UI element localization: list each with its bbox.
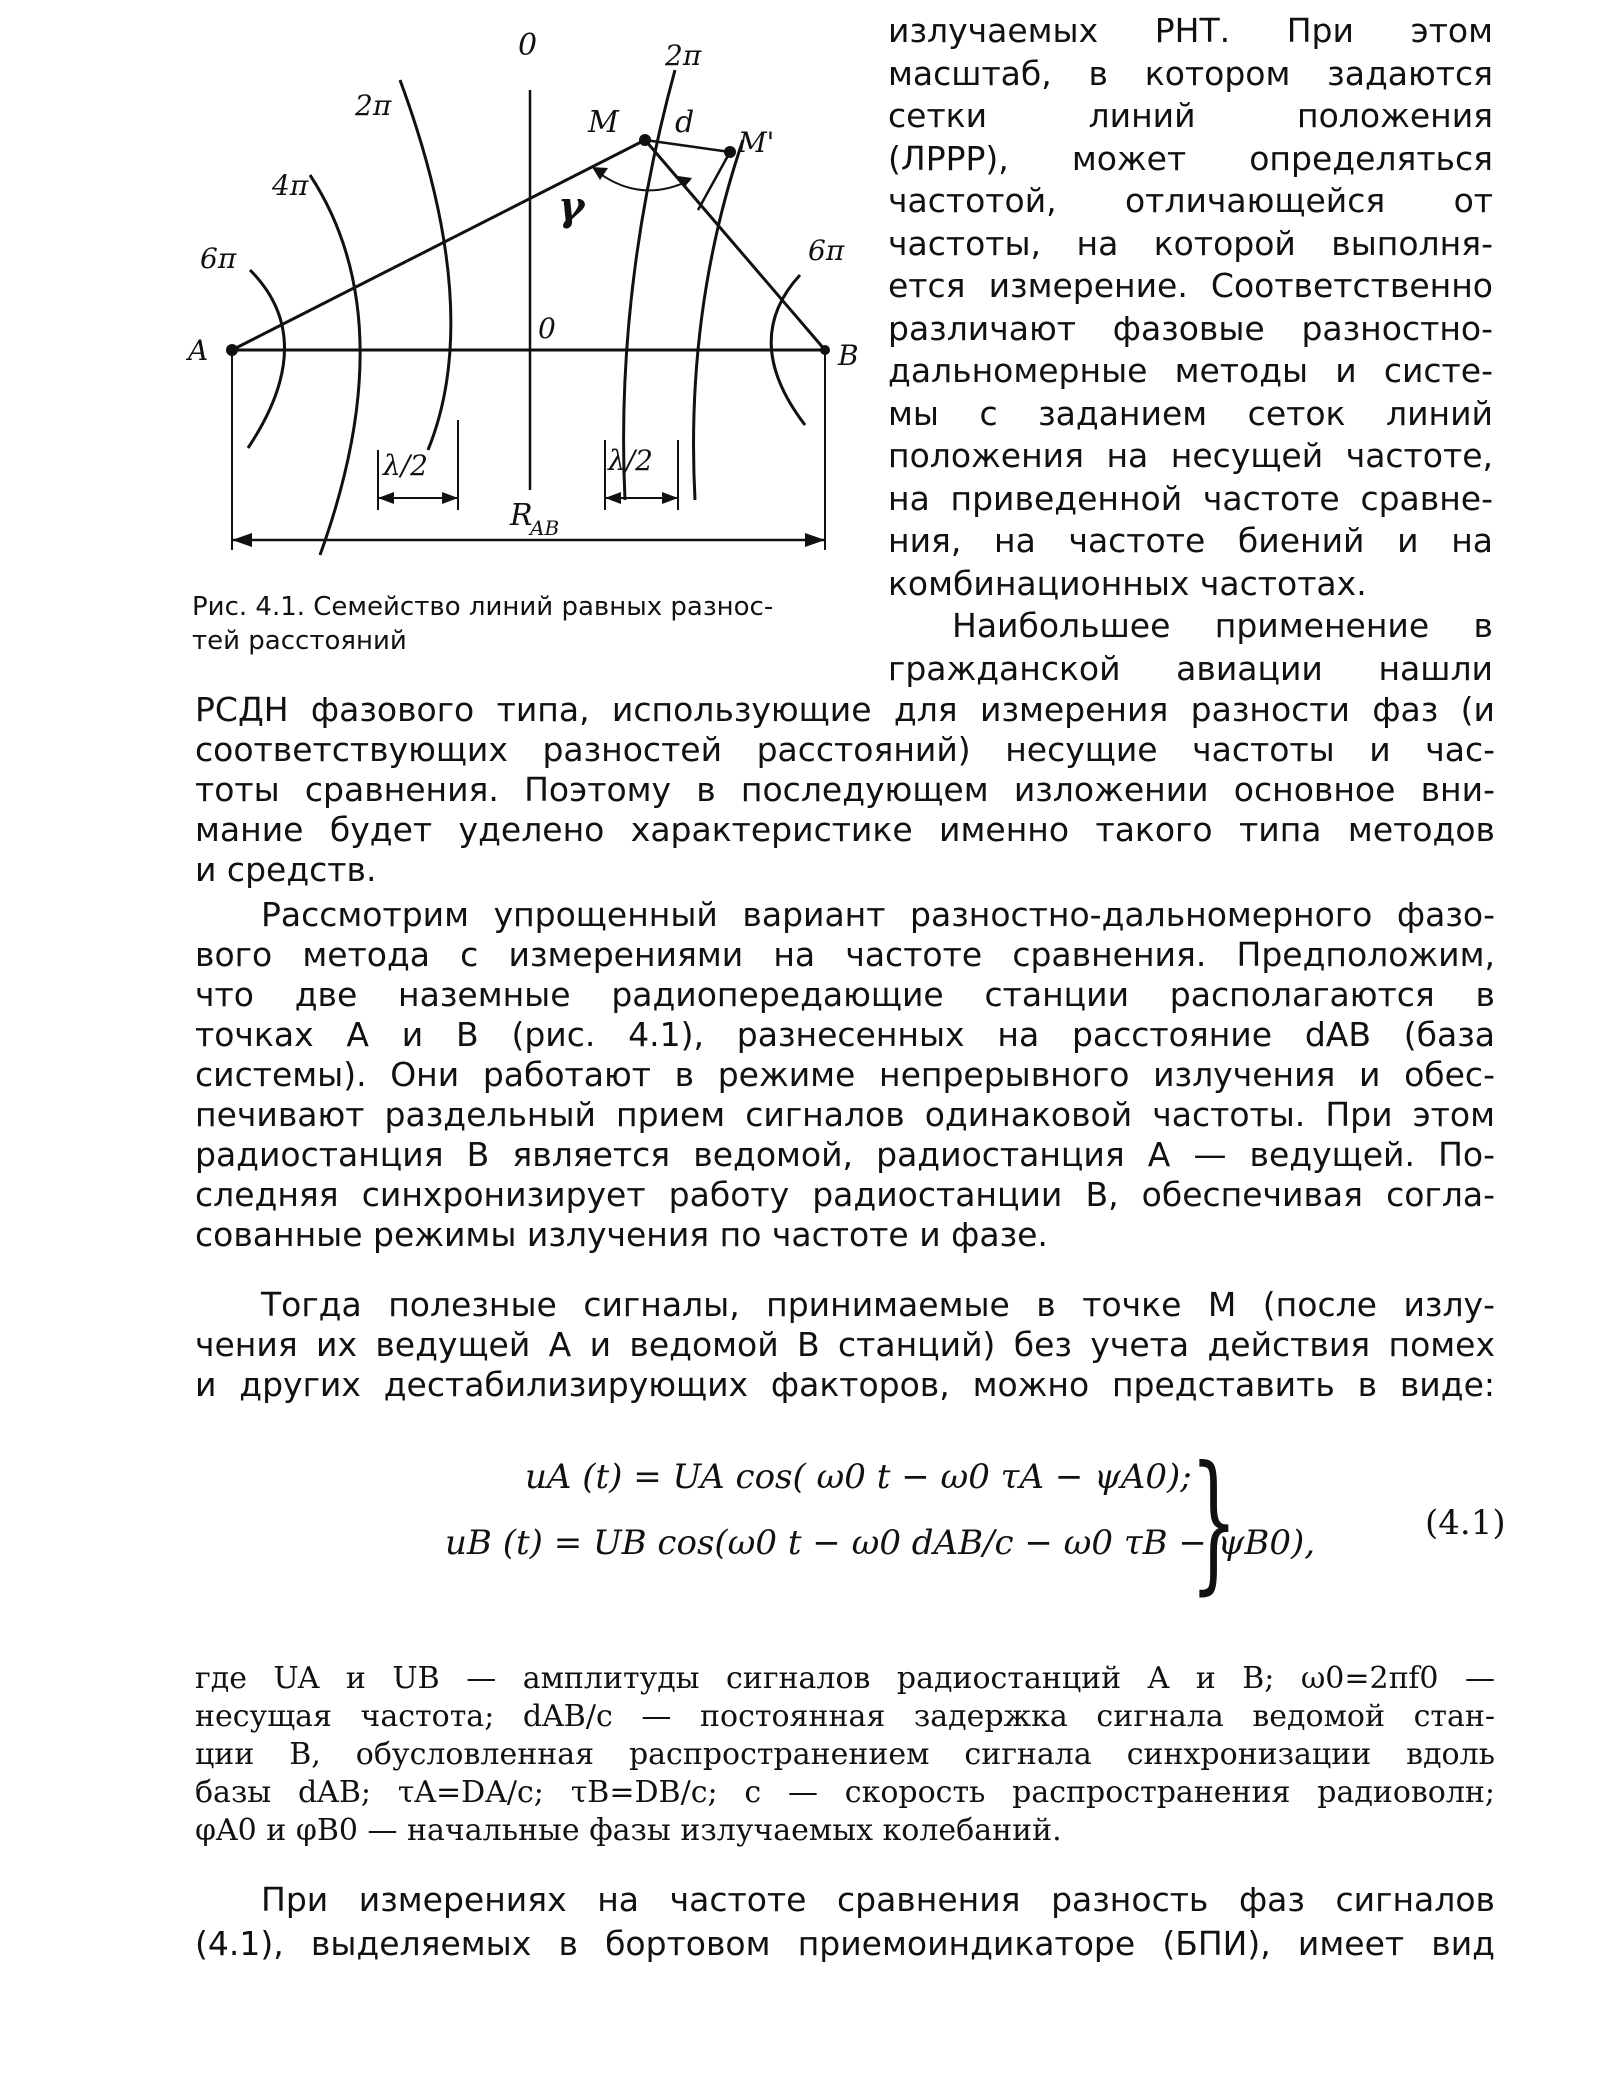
text-line: комбинационных частотах. [888, 563, 1367, 603]
arrowhead-lambda-l1 [378, 492, 394, 504]
equation-number: (4.1) [1425, 1503, 1506, 1543]
paragraph-5 [195, 1878, 1495, 1966]
figure-4-1 [180, 20, 860, 580]
text-line: (ЛРРР), может определяться [888, 138, 1493, 178]
label-mprime: M' [738, 126, 775, 159]
text-line: где UA и UB — амплитуды сигналов радиостанций A и B; ω0=2πf0 — [195, 1661, 1495, 1696]
label-gamma: γ [558, 183, 585, 230]
text-line: РСДН фазового типа, использующие для измерения разности фаз (и [195, 690, 1495, 729]
paragraph-2 [195, 895, 1495, 1255]
text-line: мы с заданием сеток линий [888, 393, 1493, 433]
arrowhead-rab-right [805, 533, 825, 547]
text-line: и средств. [195, 850, 377, 889]
text-line: При измерениях на частоте сравнения разность фаз сигналов [261, 1880, 1495, 1919]
label-6pi-left: 6π [200, 242, 237, 275]
arrowhead-lambda-r1 [605, 492, 621, 504]
arc-6pi-left [248, 270, 285, 448]
text-line: частоты, на которой выполня- [888, 223, 1493, 263]
label-2pi-right: 2π [665, 39, 702, 72]
text-line: мание будет уделено характеристике именно такого типа методов [195, 810, 1495, 849]
text-line: излучаемых РНТ. При этом [888, 11, 1493, 50]
text-line: дальномерные методы и систе- [888, 351, 1493, 390]
text-line: масштаб, в котором задаются [888, 53, 1493, 93]
arrowhead-lambda-r2 [662, 492, 678, 504]
text-line: вого метода с измерениями на частоте сравнения. Предположим, [195, 935, 1495, 974]
text-line: базы dAB; τA=DA/c; τB=DB/c; c — скорость распространения радиоволн; [195, 1775, 1495, 1810]
arc-2pi-right [624, 70, 675, 500]
text-line: различают фазовые разностно- [888, 308, 1493, 348]
figure-diagram [180, 20, 860, 580]
arrowhead-lambda-l2 [442, 492, 458, 504]
gamma-arc [595, 170, 690, 190]
text-line: несущая частота; dAB/c — постоянная задержка сигнала ведомой стан- [195, 1699, 1495, 1734]
label-b: B [838, 339, 859, 372]
text-line: частотой, отличающейся от [888, 181, 1493, 220]
text-line: Наибольшее применение в [952, 606, 1493, 645]
label-4pi: 4π [272, 169, 309, 202]
text-line: что две наземные радиопередающие станции располагаются в [195, 975, 1495, 1014]
label-lambda-right: λ/2 [608, 444, 653, 477]
label-d: d [675, 105, 695, 140]
text-line: точках A и B (рис. 4.1), разнесенных на расстояние dAB (база [195, 1015, 1495, 1054]
point-a [226, 344, 238, 356]
text-line: сетки линий положения [888, 96, 1493, 135]
formula-line-1: uA (t) = UA cos( ω0 t − ω0 τA − ψA0); [525, 1457, 1192, 1497]
label-r-sub: AB [530, 516, 560, 540]
text-line: чения их ведущей A и ведомой B станций) без учета действия помех [195, 1325, 1495, 1364]
caption-line-2: тей расстояний [192, 626, 407, 656]
text-line: системы). Они работают в режиме непрерывного излучения и обес- [195, 1055, 1495, 1094]
arrowhead-rab-left [232, 533, 252, 547]
text-line: гражданской авиации нашли [888, 648, 1493, 688]
caption-line-1: Рис. 4.1. Семейство линий равных разнос- [192, 592, 774, 622]
arc-2pi-left [400, 80, 451, 450]
text-line: положения на несущей частоте, [888, 436, 1493, 475]
point-m [639, 134, 651, 146]
label-r: R [510, 498, 533, 533]
text-line: (4.1), выделяемых в бортовом приемоиндикаторе (БПИ), имеет вид [195, 1924, 1495, 1963]
label-lambda-left: λ/2 [383, 449, 428, 482]
point-b [820, 345, 830, 355]
side-column-text [888, 10, 1493, 690]
text-line: тоты сравнения. Поэтому в последующем изложении основное вни- [195, 770, 1495, 809]
figure-caption [192, 590, 852, 658]
text-line: радиостанция B является ведомой, радиостанция A — ведущей. По- [195, 1135, 1495, 1174]
label-2pi-left: 2π [355, 89, 392, 122]
label-o-top: 0 [518, 28, 538, 63]
paragraph-3 [195, 1285, 1495, 1405]
label-m: M [588, 105, 619, 140]
text-line: Рассмотрим упрощенный вариант разностно-дальномерного фазо- [261, 895, 1495, 934]
formula-line-2: uB (t) = UB cos(ω0 t − ω0 dAB/c − ω0 τB − ψB0), [445, 1523, 1316, 1563]
paragraph-1 [195, 690, 1495, 890]
text-line: ется измерение. Соответственно [888, 266, 1493, 305]
arc-4pi-left [310, 175, 360, 555]
text-line: на приведенной частоте сравне- [888, 478, 1493, 518]
label-o-mid: 0 [538, 312, 556, 345]
point-mprime [724, 146, 736, 158]
line-m-b [645, 140, 825, 350]
paragraph-4-definitions [195, 1660, 1495, 1850]
text-line: сованные режимы излучения по частоте и фазе. [195, 1215, 1048, 1254]
text-line: печивают раздельный прием сигналов одинаковой частоты. При этом [195, 1095, 1495, 1134]
label-6pi-right: 6π [808, 234, 845, 267]
text-line: следняя синхронизирует работу радиостанции B, обеспечивая согла- [195, 1175, 1495, 1214]
label-a: A [188, 334, 209, 367]
text-line: ции B, обусловленная распространением сигнала синхронизации вдоль [195, 1737, 1495, 1772]
arc-mprime [694, 140, 743, 500]
text-line: φA0 и φB0 — начальные фазы излучаемых колебаний. [195, 1813, 1062, 1848]
formula-4-1 [430, 1435, 1510, 1609]
right-brace: } [1190, 1435, 1238, 1609]
text-line: и других дестабилизирующих факторов, можно представить в виде: [195, 1365, 1495, 1404]
text-line: соответствующих разностей расстояний) несущие частоты и час- [195, 730, 1495, 769]
text-line: Тогда полезные сигналы, принимаемые в точке M (после излу- [261, 1285, 1495, 1324]
text-line: ния, на частоте биений и на [888, 521, 1493, 560]
